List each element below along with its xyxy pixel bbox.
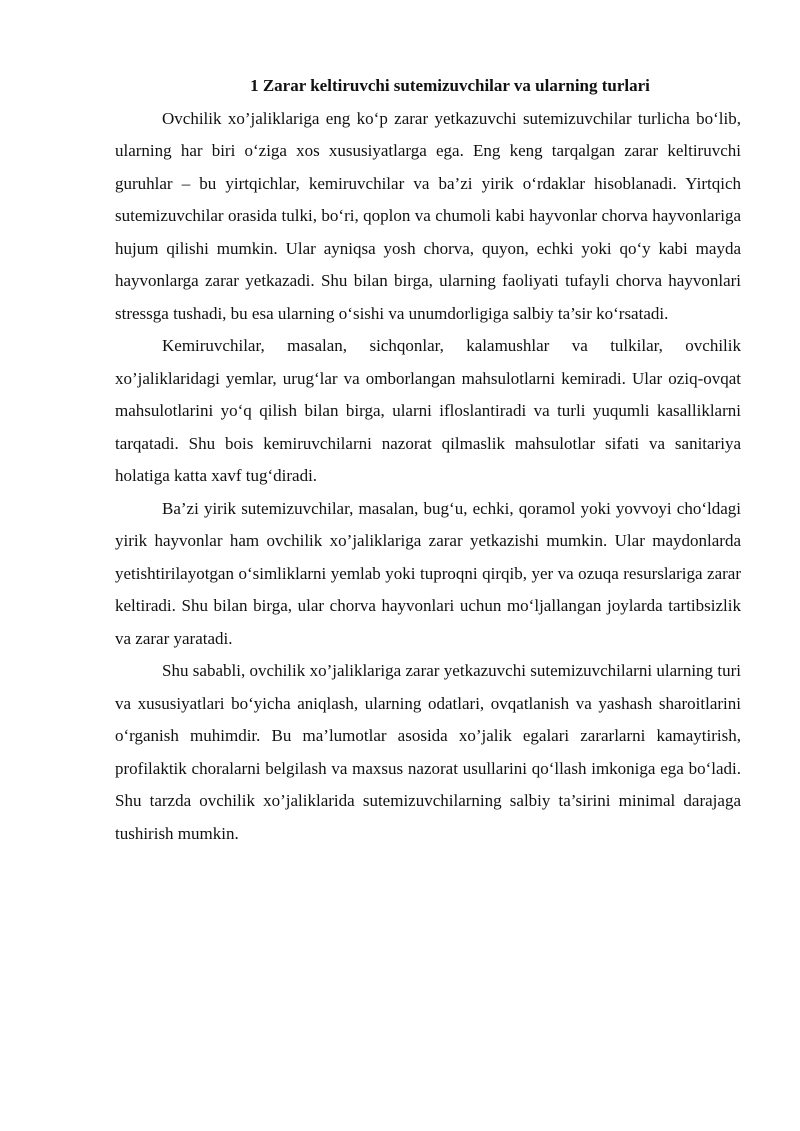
paragraph-rodents: Kemiruvchilar, masalan, sichqonlar, kalamushlar va tulkilar, ovchilik xo’jaliklaridagi yemlar, urug‘lar va omborlangan mahsulotlarni kemiradi. Ular oziq-ovqat mahsulotlarini yo‘q qilish bilan birga, ularni ifloslantiradi va turli yuqumli kasalliklarni tarqatadi. Shu bois kemiruvchilarni nazorat qilmaslik mahsulotlar sifati va sanitariya holatiga katta xavf tug‘diradi. bbox=[115, 336, 741, 485]
document-page bbox=[115, 70, 741, 850]
paragraph-predators: Ovchilik xo’jaliklariga eng ko‘p zarar yetkazuvchi sutemizuvchilar turlicha bo‘lib, ularning har biri o‘ziga xos xususiyatlarga ega. Eng keng tarqalgan zarar keltiruvchi guruhlar – bu yirtqichlar, kemiruvchilar va ba’zi yirik o‘rdaklar hisoblanadi. Yirtqich sutemizuvchilar orasida tulki, bo‘ri, qoplon va chumoli kabi hayvonlar chorva hayvonlariga hujum qilishi mumkin. Ular ayniqsa yosh chorva, quyon, echki yoki qo‘y kabi mayda hayvonlarga zarar yetkazadi. Shu bilan birga, ularning faoliyati tufayli chorva hayvonlari stressga tushadi, bu esa ularning o‘sishi va unumdorligiga salbiy ta’sir ko‘rsatadi. bbox=[115, 108, 741, 323]
paragraph-large-mammals: Ba’zi yirik sutemizuvchilar, masalan, bug‘u, echki, qoramol yoki yovvoyi cho‘ldagi yirik hayvonlar ham ovchilik xo’jaliklariga zarar yetkazishi mumkin. Ular maydonlarda yetishtirilayotgan o‘simliklarni yemlab yoki tuproqni qirqib, yer va ozuqa resurslariga zarar keltiradi. Shu bilan birga, ular chorva hayvonlari uchun mo‘ljallangan joylarda tartibsizlik va zarar yaratadi. bbox=[115, 498, 741, 648]
section-heading: 1 Zarar keltiruvchi sutemizuvchilar va ularning turlari bbox=[250, 76, 650, 95]
paragraph-conclusion: Shu sababli, ovchilik xo’jaliklariga zarar yetkazuvchi sutemizuvchilarni ularning turi va xususiyatlari bo‘yicha aniqlash, ularning odatlari, ovqatlanish va yashash sharoitlarini o‘rganish muhimdir. Bu ma’lumotlar asosida xo’jalik egalari zararlarni kamaytirish, profilaktik choralarni belgilash va maxsus nazorat usullarini qo‘llash imkoniga ega bo‘ladi. Shu tarzda ovchilik xo’jaliklarida sutemizuvchilarning salbiy ta’sirini minimal darajaga tushirish mumkin. bbox=[115, 661, 741, 843]
